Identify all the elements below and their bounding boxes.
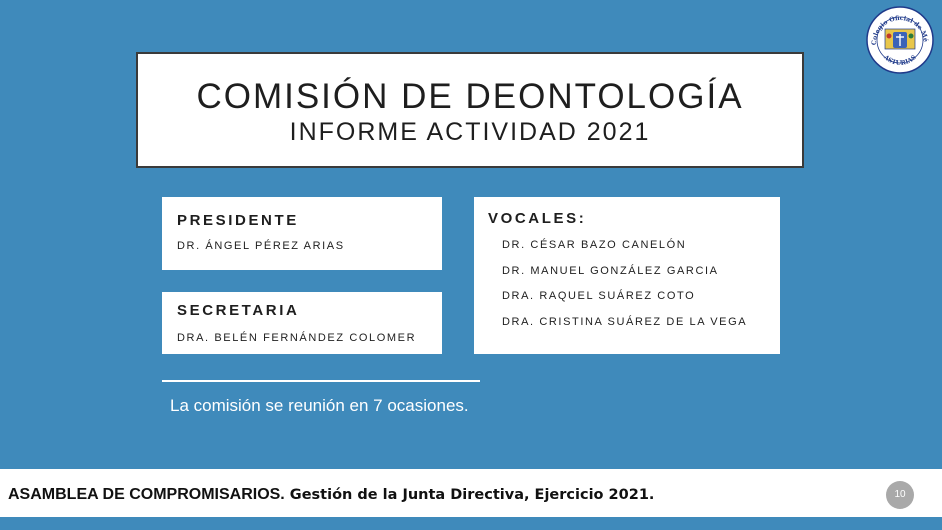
vocales-list: [502, 239, 747, 341]
meeting-note: La comisión se reunión en 7 ocasiones.: [170, 396, 469, 415]
vocal-member: DR. CÉSAR BAZO CANELÓN: [502, 239, 687, 251]
page-subtitle: INFORME ACTIVIDAD 2021: [289, 118, 651, 146]
president-card: [162, 197, 442, 270]
vocales-heading: VOCALES:: [488, 210, 587, 227]
title-box: [136, 52, 804, 168]
vocal-member: DR. MANUEL GONZÁLEZ GARCIA: [502, 264, 719, 277]
page-number-badge: 10: [886, 481, 914, 509]
secretary-card: [162, 292, 442, 354]
logo-text-top: Colegio Oficial de Mé: [870, 14, 929, 46]
logo-text-bottom: ASTURIAS: [882, 53, 918, 67]
page-title: COMISIÓN DE DEONTOLOGÍA: [196, 77, 744, 116]
footer-assembly-label: ASAMBLEA DE COMPROMISARIOS.: [8, 486, 285, 503]
footer-text: [8, 486, 654, 504]
college-logo: [866, 6, 934, 74]
secretary-heading: SECRETARIA: [177, 302, 300, 319]
footer-bar: [0, 469, 942, 517]
president-name: DR. ÁNGEL PÉREZ ARIAS: [177, 240, 345, 252]
president-heading: PRESIDENTE: [177, 212, 299, 229]
medical-college-seal-icon: [866, 6, 934, 74]
vocal-member: DRA. RAQUEL SUÁREZ COTO: [502, 290, 696, 302]
secretary-name: DRA. BELÉN FERNÁNDEZ COLOMER: [177, 332, 417, 344]
vocal-member: DRA. CRISTINA SUÁREZ DE LA VEGA: [502, 315, 748, 328]
footer-management-label: Gestión de la Junta Directiva, Ejercicio 2021.: [284, 487, 655, 503]
divider-line: [162, 380, 480, 382]
vocales-card: [474, 197, 780, 354]
